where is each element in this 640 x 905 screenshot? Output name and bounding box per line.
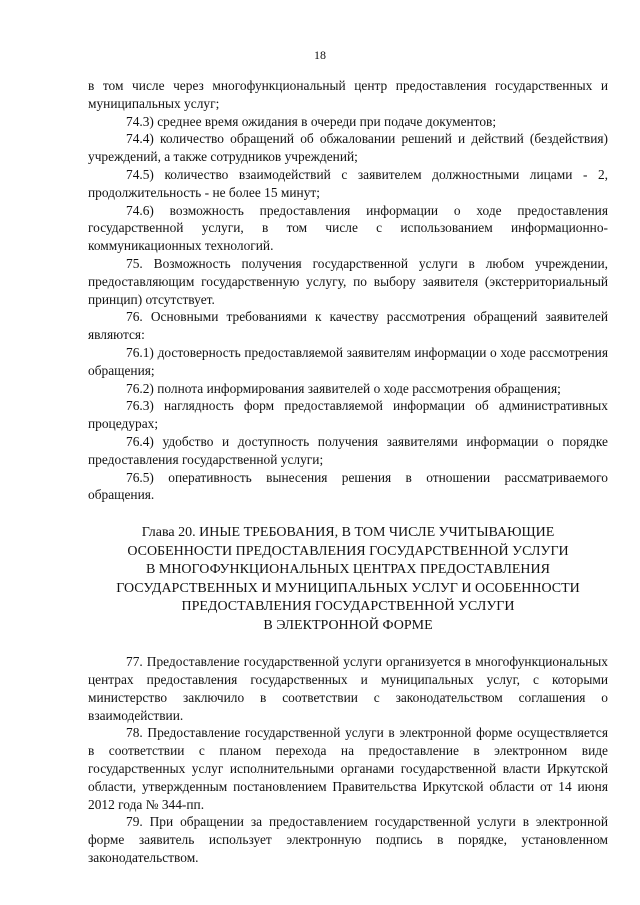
paragraph-76-4: 76.4) удобство и доступность получения заявителями информации о порядке предоставления государственной услуги; [88,433,608,467]
chapter-heading-line: В ЭЛЕКТРОННОЙ ФОРМЕ [263,617,433,633]
chapter-heading-line: ПРЕДОСТАВЛЕНИЯ ГОСУДАРСТВЕННОЙ УСЛУГИ [181,599,515,615]
document-body [88,77,608,867]
chapter-heading-line: В МНОГОФУНКЦИОНАЛЬНЫХ ЦЕНТРАХ ПРЕДОСТАВЛЕНИЯ [146,562,550,578]
paragraph-76: 76. Основными требованиями к качеству рассмотрения обращений заявителей являются: [88,309,608,343]
paragraphs-before [88,77,608,504]
paragraph-75: 75. Возможность получения государственной услуги в любом учреждении, предоставляющим государственную услугу, по выбору заявителя (экстерриториальный принцип) отсутствует. [88,255,608,307]
paragraph-74-3: 74.3) среднее время ожидания в очереди при подаче документов; [126,113,497,129]
paragraph-78: 78. Предоставление государственной услуги в электронной форме осуществляется в соответствии с планом перехода на предоставление в электронном виде государственных услуг исполнительными органами государственной власти Иркутской области, утвержденным постановлением Правительства Иркутской области от 14 июня 2012 года № 344-пп. [88,725,608,812]
paragraphs-after [88,653,608,867]
chapter-heading [88,524,608,635]
paragraph-74-4: 74.4) количество обращений об обжаловании решений и действий (бездействия) учреждений, а также сотрудников учреждений; [88,131,608,165]
paragraph-76-5: 76.5) оперативность вынесения решения в отношении рассматриваемого обращения. [88,469,608,503]
page-number: 18 [314,48,326,62]
paragraph-77: 77. Предоставление государственной услуги организуется в многофункциональных центрах предоставления государственных и муниципальных услуг, с которыми министерство заключило в соответствии с законодательством соглашения о взаимодействии. [88,654,608,723]
chapter-heading-line: ОСОБЕННОСТИ ПРЕДОСТАВЛЕНИЯ ГОСУДАРСТВЕННОЙ УСЛУГИ [127,543,569,559]
chapter-heading-line: Глава 20. ИНЫЕ ТРЕБОВАНИЯ, В ТОМ ЧИСЛЕ УЧИТЫВАЮЩИЕ [141,525,555,541]
paragraph-76-2: 76.2) полнота информирования заявителей о ходе рассмотрения обращения; [126,380,561,396]
chapter-heading-line: ГОСУДАРСТВЕННЫХ И МУНИЦИПАЛЬНЫХ УСЛУГ И ОСОБЕННОСТИ [116,580,580,596]
paragraph-intro: в том числе через многофункциональный центр предоставления государственных и муниципальных услуг; [88,78,608,111]
paragraph-76-1: 76.1) достоверность предоставляемой заявителям информации о ходе рассмотрения обращения; [88,344,608,378]
paragraph-74-5: 74.5) количество взаимодействий с заявителем должностными лицами - 2, продолжительность - не более 15 минут; [88,166,608,200]
paragraph-76-3: 76.3) наглядность форм предоставляемой информации об административных процедурах; [88,398,608,432]
paragraph-79: 79. При обращении за предоставлением государственной услуги в электронной форме заявитель использует электронную подпись в порядке, установленном законодательством. [88,814,608,865]
paragraph-74-6: 74.6) возможность предоставления информации о ходе предоставления государственной услуги, в том числе с использованием информационно-коммуникационных технологий. [88,202,608,254]
